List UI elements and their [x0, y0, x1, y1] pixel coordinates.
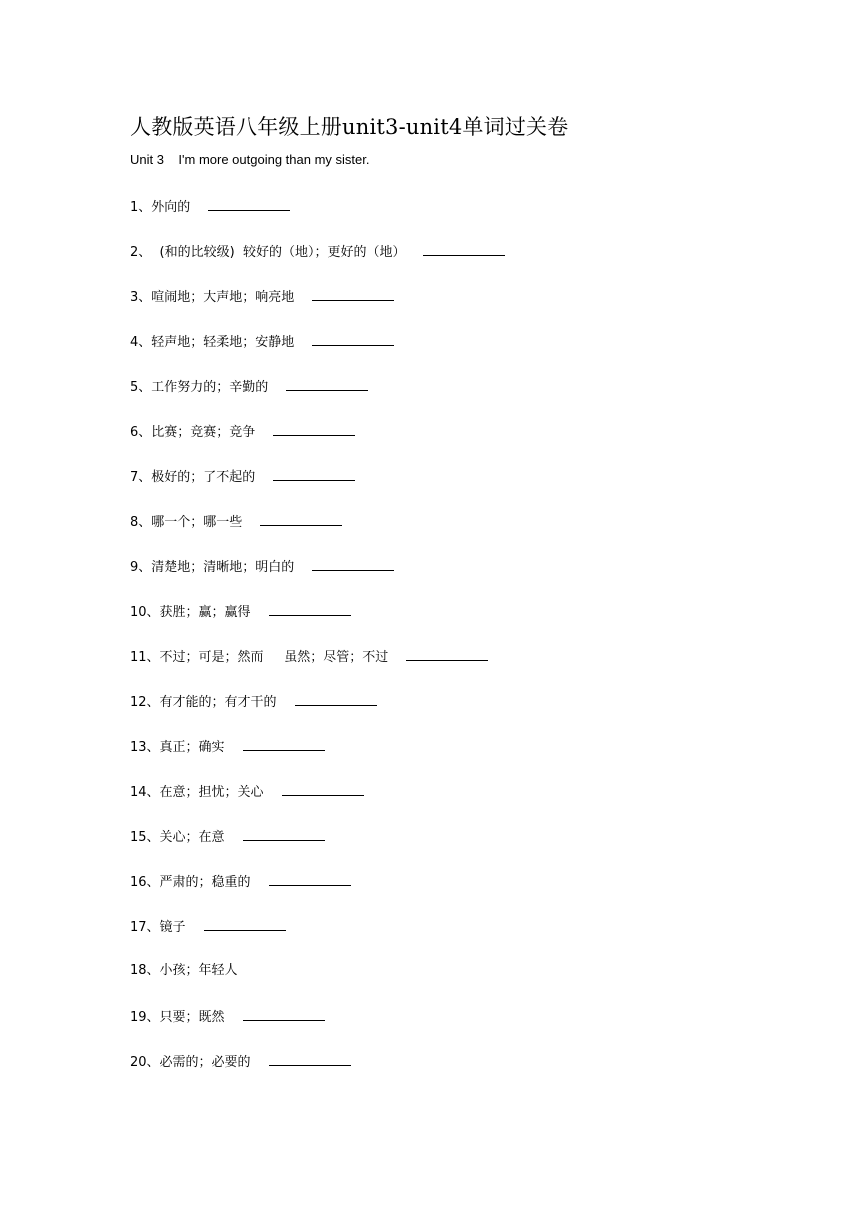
question-item — [130, 646, 830, 691]
question-label: 7、极好的；了不起的 — [130, 470, 256, 485]
question-item — [130, 196, 830, 241]
question-label: 3、喧闹地；大声地；响亮地 — [130, 290, 295, 305]
answer-blank[interactable] — [269, 601, 351, 616]
answer-blank[interactable] — [423, 241, 505, 256]
question-item — [130, 871, 830, 916]
question-item — [130, 916, 830, 961]
question-label: 17、镜子 — [130, 920, 186, 935]
question-item — [130, 961, 830, 1006]
answer-blank[interactable] — [208, 196, 290, 211]
question-label: 1、外向的 — [130, 200, 191, 215]
question-label: 18、小孩；年轻人 — [130, 963, 238, 978]
question-item — [130, 286, 830, 331]
question-item — [130, 556, 830, 601]
question-item — [130, 466, 830, 511]
question-label: 11、不过；可是；然而 虽然；尽管；不过 — [130, 650, 389, 665]
document-title: 人教版英语八年级上册unit3-unit4单词过关卷 — [130, 115, 569, 139]
answer-blank[interactable] — [295, 691, 377, 706]
answer-blank[interactable] — [406, 646, 488, 661]
question-item — [130, 1051, 830, 1096]
question-label: 19、只要；既然 — [130, 1010, 225, 1025]
question-item — [130, 331, 830, 376]
question-label: 12、有才能的；有才干的 — [130, 695, 277, 710]
question-item — [130, 691, 830, 736]
question-label: 9、清楚地；清晰地；明白的 — [130, 560, 295, 575]
question-label: 13、真正；确实 — [130, 740, 225, 755]
answer-blank[interactable] — [312, 556, 394, 571]
answer-blank[interactable] — [312, 286, 394, 301]
answer-blank[interactable] — [312, 331, 394, 346]
answer-blank[interactable] — [273, 421, 355, 436]
answer-blank[interactable] — [243, 1006, 325, 1021]
question-list — [130, 196, 830, 1096]
question-item — [130, 421, 830, 466]
answer-blank[interactable] — [260, 511, 342, 526]
question-label: 4、轻声地；轻柔地；安静地 — [130, 335, 295, 350]
answer-blank[interactable] — [273, 466, 355, 481]
question-label: 20、必需的；必要的 — [130, 1055, 251, 1070]
question-item — [130, 241, 830, 286]
question-label: 15、关心；在意 — [130, 830, 225, 845]
question-label: 2、 (和的比较级) 较好的（地）；更好的（地） — [130, 245, 406, 260]
question-item — [130, 781, 830, 826]
answer-blank[interactable] — [286, 376, 368, 391]
question-label: 8、哪一个；哪一些 — [130, 515, 243, 530]
question-label: 6、比赛；竞赛；竞争 — [130, 425, 256, 440]
question-item — [130, 601, 830, 646]
answer-blank[interactable] — [243, 736, 325, 751]
question-label: 5、工作努力的；辛勤的 — [130, 380, 269, 395]
question-label: 16、严肃的；稳重的 — [130, 875, 251, 890]
answer-blank[interactable] — [269, 871, 351, 886]
question-item — [130, 376, 830, 421]
question-item — [130, 511, 830, 556]
answer-blank[interactable] — [269, 1051, 351, 1066]
question-label: 14、在意；担忧；关心 — [130, 785, 264, 800]
unit-heading: Unit 3 I'm more outgoing than my sister. — [130, 152, 370, 167]
answer-blank[interactable] — [243, 826, 325, 841]
answer-blank[interactable] — [282, 781, 364, 796]
question-item — [130, 1006, 830, 1051]
question-label: 10、获胜；赢；赢得 — [130, 605, 251, 620]
question-item — [130, 736, 830, 781]
answer-blank[interactable] — [204, 916, 286, 931]
question-item — [130, 826, 830, 871]
